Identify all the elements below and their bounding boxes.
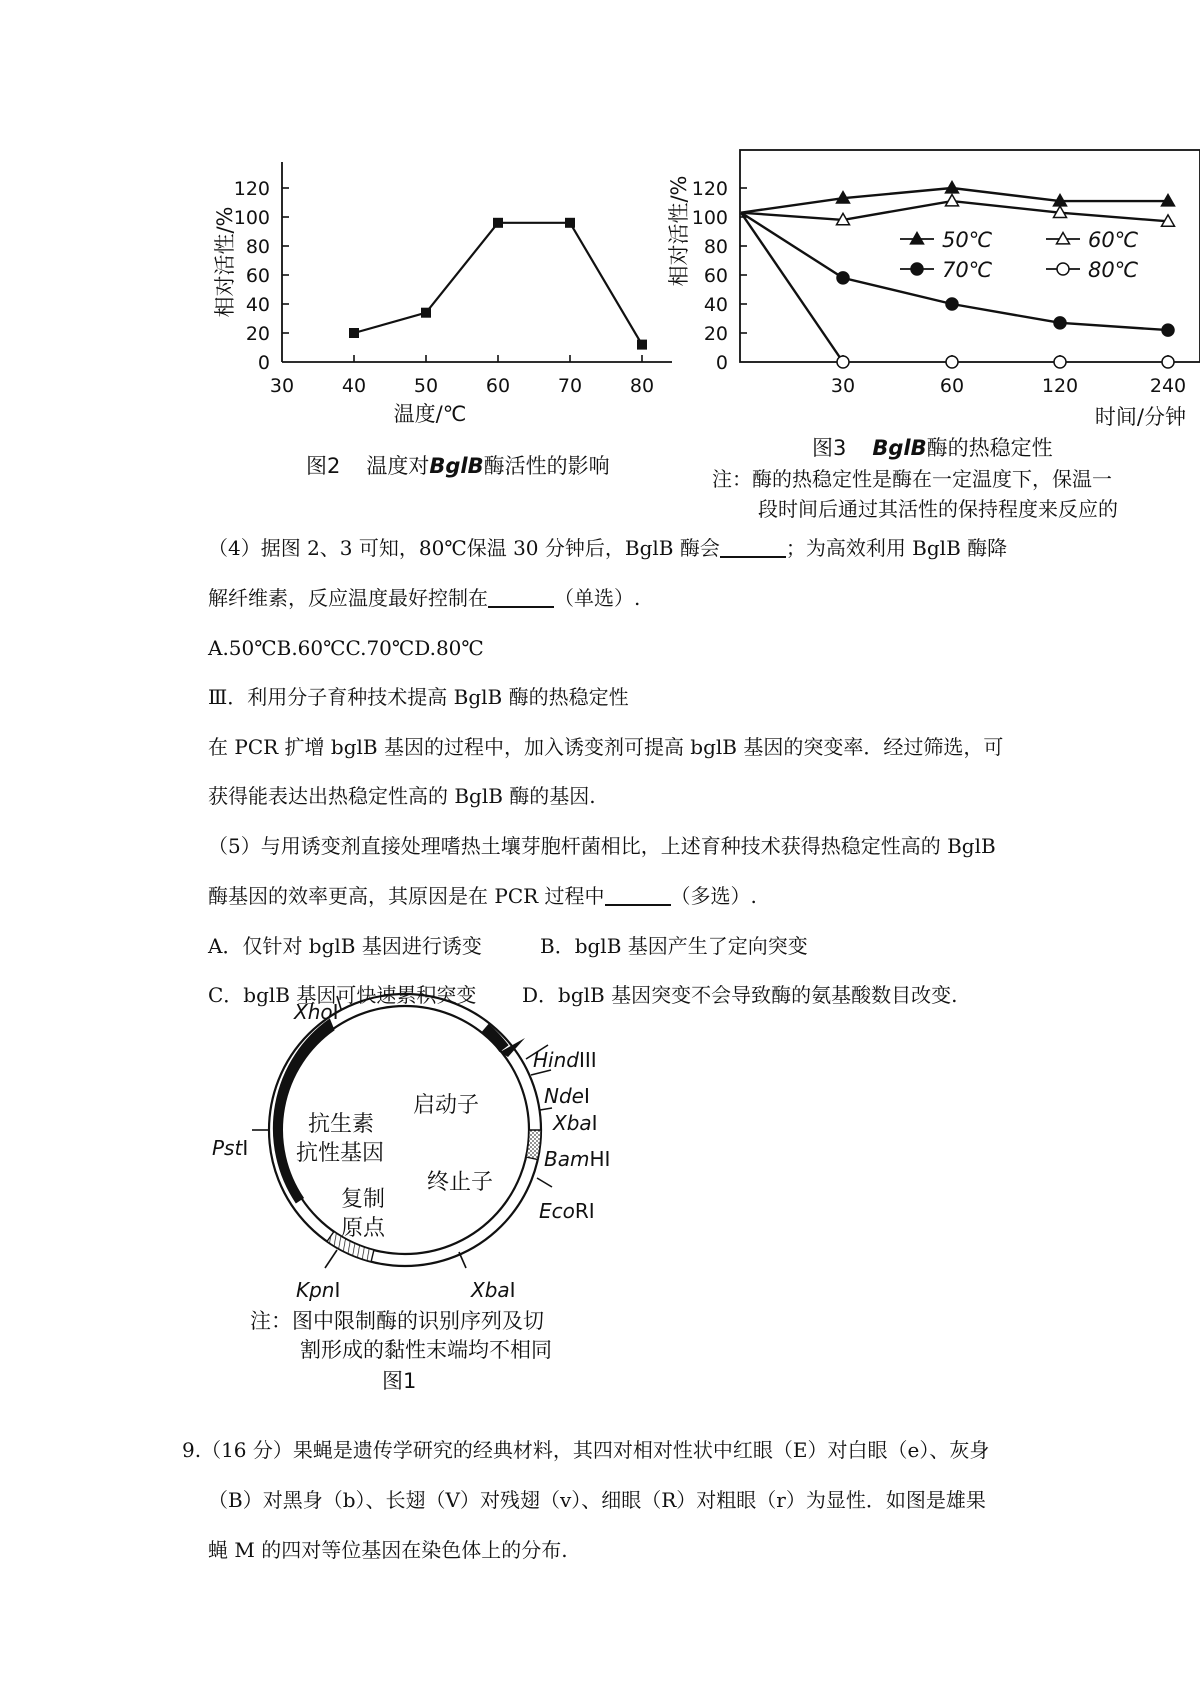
fig3-x-tick-label: 120 (1041, 375, 1079, 397)
fig2-data-point (421, 308, 431, 318)
fig3-legend (900, 228, 1139, 282)
fig2-x-tick-label: 80 (629, 375, 655, 397)
fig3-data-point-4 (946, 356, 958, 368)
question-5-option-d: D．bglB 基因突变不会导致酶的氨基酸数目改变. (522, 983, 958, 1007)
fig3-x-tick-label: 30 (830, 375, 856, 397)
section-3-line-1: 在 PCR 扩增 bglB 基因的过程中，加入诱变剂可提高 bglB 基因的突变率．经过筛选，可 (208, 735, 1004, 759)
fig2-y-tick-label: 20 (245, 323, 270, 345)
fig3-y-tick-label: 40 (703, 294, 728, 316)
fig2-x-tick-label: 40 (341, 375, 367, 397)
fig3-legend-marker (911, 263, 923, 275)
fig2-y-tick-label: 100 (233, 207, 270, 229)
question-5-line-2 (208, 884, 757, 908)
question-5-option-a: A．仅针对 bglB 基因进行诱变 (208, 934, 482, 958)
fig2-data-point (493, 218, 503, 228)
fig3-note-line-1: 注：酶的热稳定性是酶在一定温度下，保温一 (712, 467, 1112, 491)
fig3-y-label: 相对活性/% (667, 175, 691, 287)
xbai-bottom-site-label: XbaI (471, 1278, 516, 1302)
terminator-segment (526, 1130, 541, 1160)
figure-2-chart (213, 162, 672, 478)
fig3-note-line-2: 段时间后通过其活性的保持程度来反应的 (758, 497, 1118, 521)
fig3-caption-enzyme: BglB (872, 436, 927, 460)
xbai-top-site-label: XbaI (553, 1111, 598, 1135)
fig2-x-tick-label: 50 (413, 375, 439, 397)
fig2-y-label: 相对活性/% (213, 206, 237, 318)
q4-line2-text-a: 解纤维素，反应温度最好控制在 (208, 586, 488, 610)
fig3-series-line-4 (741, 213, 843, 362)
fig2-y-tick-label: 0 (257, 352, 270, 374)
fig3-x-tick-label: 60 (939, 375, 965, 397)
question-5-option-c: C．bglB 基因可快速累积突变 (208, 983, 477, 1007)
fig2-y-tick-label: 60 (245, 265, 270, 287)
fig3-legend-label: 70℃ (942, 258, 993, 282)
fig3-legend-label: 50℃ (942, 228, 993, 252)
fig3-x-label: 时间/分钟 (1094, 405, 1186, 429)
fig3-data-point-2 (946, 195, 959, 206)
fig3-data-point-1 (946, 182, 959, 193)
promoter-label: 启动子 (413, 1093, 480, 1118)
fig2-y-tick-label: 80 (245, 236, 270, 258)
fig2-data-point (637, 340, 647, 350)
fig2-data-point (349, 328, 359, 338)
fig3-y-tick-label: 80 (703, 236, 728, 258)
bamhi-site-label: BamHI (544, 1147, 611, 1171)
fig2-x-tick-label: 70 (557, 375, 583, 397)
fig3-y-tick-label: 0 (715, 352, 728, 374)
question-4-line-2 (208, 586, 640, 610)
fig3-legend-label: 60℃ (1088, 228, 1139, 252)
fig3-caption-number: 图3 (812, 436, 847, 460)
section-3-title: Ⅲ．利用分子育种技术提高 BglB 酶的热稳定性 (208, 685, 629, 709)
fig3-caption-post: 酶的热稳定性 (926, 436, 1053, 460)
fig2-series-line (354, 223, 642, 345)
q5-answer-blank[interactable] (605, 886, 671, 906)
fig2-x-tick-label: 60 (485, 375, 511, 397)
question-5-option-b: B．bglB 基因产生了定向突变 (540, 934, 808, 958)
fig2-caption-pre: 温度对 (366, 454, 430, 478)
terminator-label: 终止子 (427, 1170, 494, 1195)
antibiotic-gene-label-line-1: 抗生素 (308, 1112, 375, 1137)
plasmid-caption: 图1 (382, 1369, 417, 1393)
fig3-data-point-4 (1054, 356, 1066, 368)
ndei-site-label: NdeI (544, 1084, 590, 1108)
section-3-line-2: 获得能表达出热稳定性高的 BglB 酶的基因. (208, 784, 596, 808)
q4-line1-text-a: （4）据图 2、3 可知，80℃保温 30 分钟后，BglB 酶会 (208, 536, 720, 560)
kpni-site-label: KpnI (296, 1278, 341, 1302)
xhoi-site-label: XhoI (294, 1000, 339, 1024)
ecori-site-label: EcoRI (539, 1199, 595, 1223)
fig2-caption-number: 图2 (306, 454, 341, 478)
fig2-x-label: 温度/℃ (393, 402, 467, 426)
plasmid-note-line-2: 割形成的黏性末端均不相同 (300, 1338, 552, 1362)
fig2-y-tick-label: 40 (245, 294, 270, 316)
q5-line2-text-b: （多选）. (670, 884, 757, 908)
antibiotic-resistance-gene-segment (273, 1019, 334, 1203)
question-4-options: A.50℃B.60℃C.70℃D.80℃ (208, 636, 484, 660)
q5-line2-text-a: 酶基因的效率更高，其原因是在 PCR 过程中 (208, 884, 605, 908)
fig2-caption (306, 454, 610, 478)
antibiotic-gene-label-line-2: 抗性基因 (296, 1141, 385, 1166)
fig3-data-point-4 (837, 356, 849, 368)
fig3-y-tick-label: 120 (691, 178, 728, 200)
question-5-line-1: （5）与用诱变剂直接处理嗜热土壤芽胞杆菌相比，上述育种技术获得热稳定性高的 BglB (208, 834, 996, 858)
fig2-caption-enzyme: BglB (429, 454, 484, 478)
fig3-legend-marker (1057, 263, 1069, 275)
figure-3-chart (667, 150, 1200, 521)
plasmid-note-line-1: 注：图中限制酶的识别序列及切 (250, 1309, 544, 1333)
psti-site-label: PstI (212, 1136, 249, 1160)
question-4-line-1 (208, 536, 1007, 560)
fig3-data-point-3 (946, 298, 958, 310)
fig2-y-tick-label: 120 (233, 178, 270, 200)
fig2-caption-post: 酶活性的影响 (483, 454, 610, 478)
question-9-line-1: 9.（16 分）果蝇是遗传学研究的经典材料，其四对相对性状中红眼（E）对白眼（e）、灰身 (182, 1438, 990, 1462)
fig3-caption (812, 436, 1053, 460)
plasmid-diagram (212, 994, 610, 1393)
question-9-line-3: 蝇 M 的四对等位基因在染色体上的分布. (208, 1538, 568, 1562)
fig3-y-tick-label: 60 (703, 265, 728, 287)
origin-label-line-2: 原点 (341, 1216, 386, 1241)
q4-line1-text-b: ；为高效利用 BglB 酶降 (785, 536, 1008, 560)
hindiii-site-label: HindIII (533, 1048, 597, 1072)
q4-line2-text-b: （单选）. (554, 586, 641, 610)
fig3-data-point-3 (1162, 324, 1174, 336)
fig3-data-point-4 (1162, 356, 1174, 368)
fig3-y-tick-label: 20 (703, 323, 728, 345)
question-9-line-2: （B）对黑身（b）、长翅（V）对残翅（v）、细眼（R）对粗眼（r）为显性．如图是雄果 (208, 1488, 986, 1512)
fig3-x-tick-label: 240 (1149, 375, 1187, 397)
fig3-data-point-3 (1054, 317, 1066, 329)
fig3-data-point-3 (837, 272, 849, 284)
fig2-data-point (565, 218, 575, 228)
fig3-y-tick-label: 100 (691, 207, 728, 229)
origin-label-line-1: 复制 (341, 1187, 386, 1212)
fig2-x-tick-label: 30 (269, 375, 295, 397)
q4-answer-blank-2[interactable] (488, 588, 554, 608)
fig3-legend-label: 80℃ (1088, 258, 1139, 282)
q4-answer-blank-1[interactable] (720, 538, 786, 558)
restriction-site-leaders (252, 996, 552, 1268)
